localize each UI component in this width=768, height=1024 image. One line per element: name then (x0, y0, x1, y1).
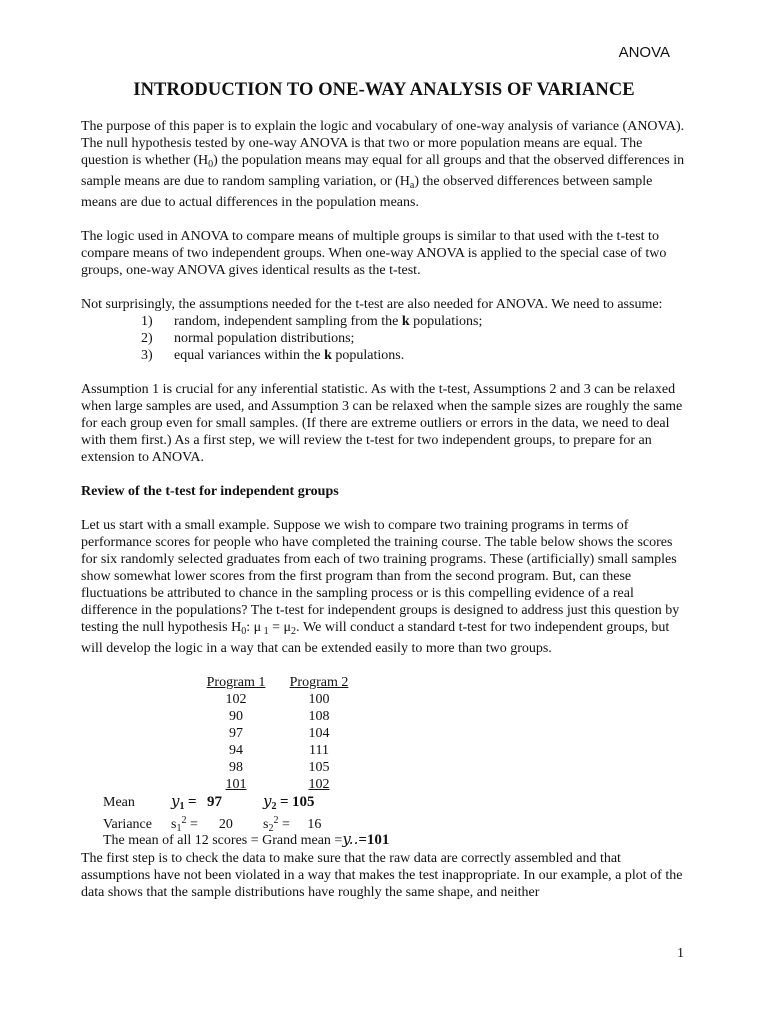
column-header-program-2: Program 2 (289, 675, 349, 690)
table-cell: 105 (308, 760, 330, 775)
table-row (193, 725, 359, 742)
document-body (81, 118, 686, 918)
equals-sign: = (278, 817, 290, 832)
section-heading: Review of the t-test for independent groups (81, 484, 339, 499)
text-span: = μ (268, 620, 292, 635)
mean-row (103, 793, 686, 812)
bold-text: k (324, 348, 332, 363)
table-cell: 94 (229, 743, 243, 758)
subscript: 0 (208, 159, 214, 170)
page-number: 1 (677, 946, 684, 961)
equals-sign: = (279, 794, 289, 810)
subscript: 1 (179, 801, 185, 812)
s-symbol: s (263, 817, 269, 832)
list-number: 2) (141, 331, 153, 346)
text-span: ) the observed differences between sample means are due to actual differences in the population means. (81, 174, 653, 210)
y-bar-symbol: y (171, 792, 180, 810)
table-cell: 108 (308, 709, 330, 724)
paragraph-assumption-notes: Assumption 1 is crucial for any inferential statistic. As with the t-test, Assumptions 2 and 3 can be relaxed when large samples are used, and Assumption 3 can be relaxed when the sample sizes are roughly the same for each group even for small samples. (If there are extreme outliers or errors in the data, we need to deal with them first.) As a first step, we will review the t-test for two independent groups, to prepare for an extension to ANOVA. (81, 382, 683, 465)
table-cell: 104 (308, 726, 330, 741)
table-cell: 101 (225, 777, 247, 792)
variance-1-value: 20 (218, 817, 233, 832)
assumption-list (81, 313, 686, 364)
variance-label: Variance (103, 817, 152, 832)
grand-mean-value: 101 (366, 832, 390, 848)
text-span: . We will conduct a standard t-test for two independent groups, but will develop the logic in a way that can be extended easily to more than two groups. (81, 620, 670, 656)
s-symbol: s (171, 817, 177, 832)
page-title: INTRODUCTION TO ONE-WAY ANALYSIS OF VARIANCE (133, 80, 635, 100)
list-item (81, 330, 686, 347)
list-item (81, 347, 686, 364)
table-cell: 100 (308, 692, 330, 707)
text-span: The purpose of this paper is to explain the logic and vocabulary of one-way analysis of variance (ANOVA). The null hypothesis tested by one-way ANOVA is that two or more population means are equal. The question is whether (H (81, 119, 685, 168)
text-span: populations; (409, 314, 483, 329)
text-span: random, independent sampling from the (174, 314, 402, 329)
y-bar-symbol: y (263, 792, 272, 810)
list-number: 1) (141, 314, 153, 329)
running-header: ANOVA (618, 44, 670, 61)
mean-label: Mean (103, 795, 135, 810)
table-row (193, 759, 359, 776)
superscript: 2 (273, 815, 279, 826)
scores-table-wrapper (81, 674, 686, 793)
paragraph-example (81, 517, 686, 657)
mean-2-value: 105 (292, 794, 315, 810)
list-item (81, 313, 686, 330)
text-span: ) the population means may equal for all groups and that the observed differences in sample means are due to random sampling variation, or (H (81, 153, 685, 189)
equals-sign: = (186, 817, 198, 832)
variance-row (103, 812, 686, 834)
paragraph-data-check: The first step is to check the data to make sure that the raw data are correctly assembled and that assumptions have not been violated in a way that makes the test inappropriate. In our example, a plot of the data shows that the sample distributions have roughly the same shape, and neither (81, 851, 683, 900)
y-bar-grand-symbol: y.. (342, 830, 359, 848)
subscript: 0 (241, 626, 247, 637)
summary-stats (81, 793, 686, 850)
grand-mean-label: The mean of all 12 scores = Grand mean = (103, 833, 343, 848)
table-header-row (193, 674, 359, 691)
superscript: 2 (181, 815, 187, 826)
scores-table (193, 674, 359, 793)
table-cell: 98 (229, 760, 243, 775)
subscript: 2 (271, 801, 277, 812)
text-span: normal population distributions; (174, 331, 355, 346)
variance-2-value: 16 (307, 817, 322, 832)
table-row (193, 691, 359, 708)
column-header-program-1: Program 1 (206, 675, 266, 690)
paragraph-intro (81, 118, 686, 211)
equals-sign: = (358, 832, 367, 848)
subscript: 2 (268, 823, 274, 834)
text-span: Let us start with a small example. Suppose we wish to compare two training programs in terms of performance scores for people who have completed the training course. The table below shows the scores for six randomly selected graduates from each of two training programs. These (artificially) small samples show somewhat lower scores from the first program than from the second program. But, can these fluctuations be attributed to chance in the sampling process or is this compelling evidence of a real difference in the populations? The t-test for independent groups is designed to address just this question by testing the null hypothesis H (81, 518, 680, 635)
text-span: populations. (331, 348, 405, 363)
table-row (193, 708, 359, 725)
table-row (193, 742, 359, 759)
text-span: : μ (246, 620, 262, 635)
table-cell: 102 (308, 777, 330, 792)
subscript: 2 (291, 626, 297, 637)
table-cell: 111 (309, 743, 329, 758)
equals-sign: = (187, 794, 197, 810)
paragraph-logic: The logic used in ANOVA to compare means of multiple groups is similar to that used with the t-test to compare means of two independent groups. When one-way ANOVA is applied to the special case of two groups, one-way ANOVA gives identical results as the t-test. (81, 229, 667, 278)
bold-text: k (401, 314, 410, 329)
table-row (193, 776, 359, 793)
subscript: 1 (261, 626, 269, 637)
grand-mean-row (103, 831, 686, 850)
subscript: a (409, 180, 415, 191)
subscript: 1 (176, 823, 182, 834)
table-cell: 97 (229, 726, 243, 741)
list-number: 3) (141, 348, 153, 363)
text-span: equal variances within the (174, 348, 325, 363)
paragraph-assumptions-intro: Not surprisingly, the assumptions needed for the t-test are also needed for ANOVA. We need to assume: (81, 297, 663, 312)
mean-1-value: 97 (207, 794, 223, 810)
table-cell: 102 (225, 692, 247, 707)
table-cell: 90 (229, 709, 243, 724)
